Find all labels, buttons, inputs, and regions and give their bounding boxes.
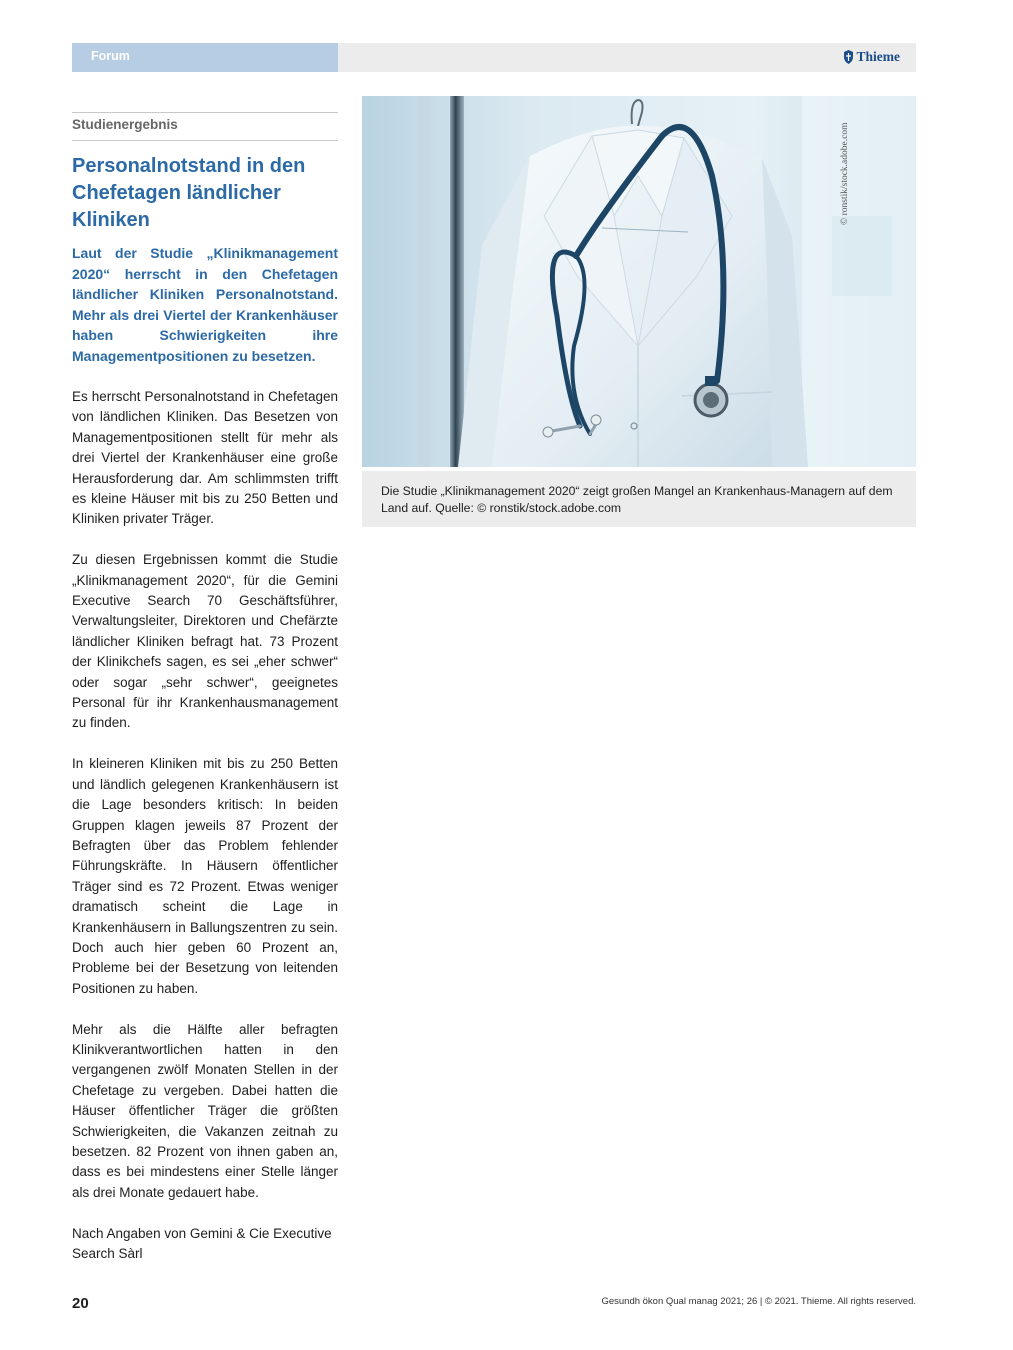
doctor-coat-illustration	[362, 96, 916, 467]
paragraph-3: In kleineren Kliniken mit bis zu 250 Betten und ländlich gelegenen Krankenhäusern ist die Lage besonders kritisch: In beiden Gruppen klagen jeweils 87 Prozent der Befragten über das Problem fehlender Führungskräfte. In Häusern öffentlicher Träger sind es 72 Prozent. Etwas weniger dramatisch scheint die Lage in Krankenhäusern in Ballungszentren zu sein. Doch auch hier geben 60 Prozent an, Probleme bei der Besetzung von leitenden Positionen zu haben.	[72, 756, 338, 996]
photo-credit: © ronstik/stock.adobe.com	[840, 122, 850, 225]
label-rule	[72, 140, 338, 141]
figure-caption: Die Studie „Klinikmanagement 2020“ zeigt großen Mangel an Krankenhaus-Managern auf dem Land auf. Quelle: © ronstik/stock.adobe.com	[381, 484, 893, 515]
paragraph-4: Mehr als die Hälfte aller befragten Klinikverantwortlichen hatten in den vergangenen zwölf Monaten Stellen in der Chefetage zu vergeben. Dabei hatten die Häuser öffentlicher Träger die größten Schwierigkeiten, die Vakanzen zeitnah zu besetzen. 82 Prozent von ihnen gaben an, dass es bei mindestens einer Stelle länger als drei Monate gedauert habe.	[72, 1021, 338, 1200]
page-number: 20	[72, 1295, 89, 1312]
article-lead: Laut der Studie „Klinikmanagement 2020“ herrscht in den Chefetagen ländlicher Kliniken Personalnotstand. Mehr als drei Viertel der Krankenhäuser haben Schwierigkeiten ihre Managementpositionen zu besetzen.	[72, 245, 338, 364]
paragraph-2: Zu diesen Ergebnissen kommt die Studie „Klinikmanagement 2020“, für die Gemini Executive Search 70 Geschäftsführer, Verwaltungsleiter, Direktoren und Chefärzte ländlicher Kliniken befragt hat. 73 Prozent der Klinikchefs sagen, es sei „eher schwer“ oder sogar „sehr schwer“, geeignetes Personal für ihr Krankenhausmanagement zu finden.	[72, 552, 338, 731]
thieme-logo-icon	[843, 50, 854, 64]
figure-caption-box	[362, 471, 916, 527]
header-bar	[338, 43, 916, 72]
paragraph-1: Es herrscht Personalnotstand in Chefetagen von ländlichen Kliniken. Das Besetzen von Managementpositionen stellt für mehr als drei Viertel der Krankenhäuser eine große Herausforderung dar. Am schlimmsten trifft es kleine Häuser mit bis zu 250 Betten und Kliniken privater Träger.	[72, 389, 338, 527]
section-tab	[72, 43, 338, 72]
publisher-logo	[843, 49, 901, 65]
brand-name: Thieme	[856, 49, 900, 64]
article-source: Nach Angaben von Gemini & Cie Executive Search Sàrl	[72, 1225, 332, 1261]
section-label: Forum	[91, 49, 130, 63]
article-photo	[362, 96, 916, 467]
top-rule	[72, 112, 338, 113]
journal-citation: Gesundh ökon Qual manag 2021; 26 | © 2021. Thieme. All rights reserved.	[601, 1296, 916, 1307]
article-title: Personalnotstand in den Chefetagen ländlicher Kliniken	[72, 155, 306, 231]
article-category: Studienergebnis	[72, 117, 178, 132]
article-body	[72, 387, 338, 1285]
